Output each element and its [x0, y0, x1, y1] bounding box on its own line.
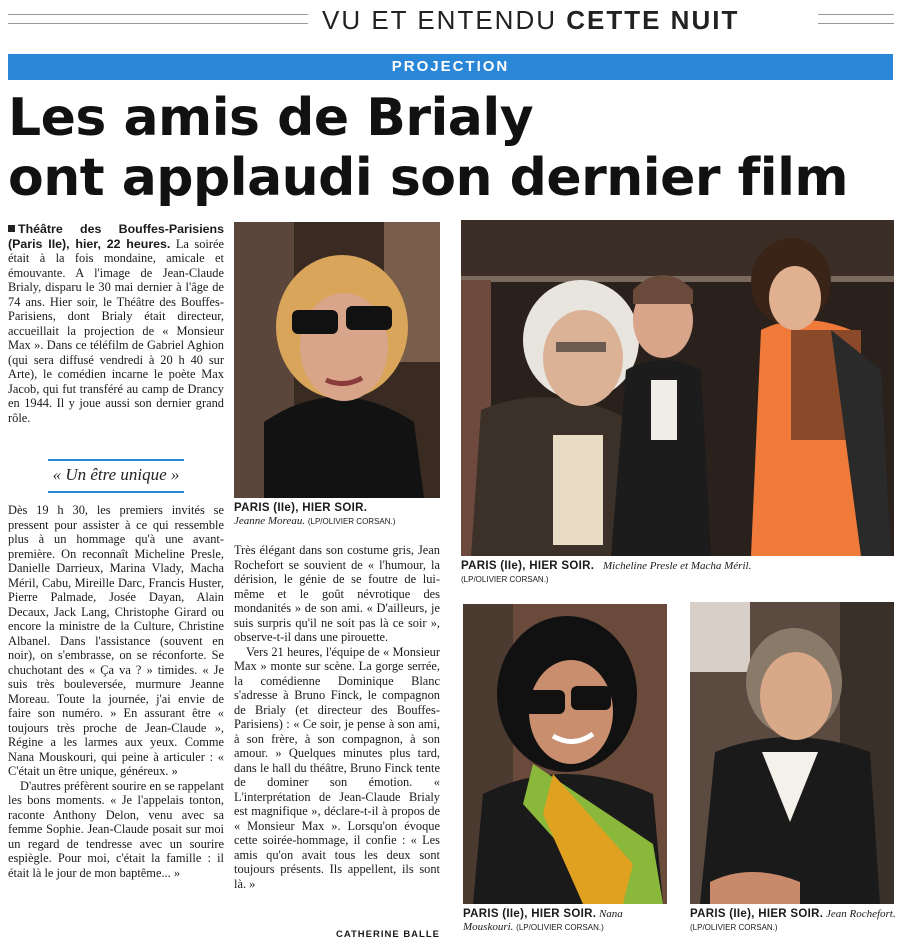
intertitle-text: « Un être unique »: [52, 465, 180, 484]
caption-2-location: PARIS (IIe), HIER SOIR.: [461, 560, 595, 572]
caption-1-credit: (LP/OLIVIER CORSAN.): [307, 517, 396, 526]
article-intro: [8, 222, 224, 425]
caption-3-credit: (LP/OLIVIER CORSAN.): [516, 923, 604, 932]
headline-line-1: Les amis de Brialy: [8, 88, 534, 148]
section-title-light: VU ET ENTENDU: [322, 5, 557, 35]
photo-nana-mouskouri: [463, 604, 667, 904]
article-lead: Théâtre des Bouffes-Parisiens (Paris IIe), hier, 22 heures.: [8, 222, 224, 251]
caption-1-subject: Jeanne Moreau.: [234, 515, 306, 527]
headline-line-2: ont applaudi son dernier film: [8, 148, 849, 208]
caption-2-credit: (LP/OLIVIER CORSAN.): [461, 575, 549, 584]
article-paragraph-3: D'autres préfèrent sourire en se rappelant les bons moments. « Je l'appelais tonton, raconte Anthony Delon, venu avec sa femme Sophie. Jean-Claude posait sur moi un regard de tendresse avec un sourire espiègle. Pour moi, c'était la famille : il était là le jour de mon baptême... »: [8, 778, 224, 880]
masthead-rule-left: [8, 14, 308, 24]
masthead: [0, 0, 900, 42]
article-column-1: [8, 222, 224, 425]
article-paragraph-1: La soirée était à la fois mondaine, amicale et émouvante. A l'image de Jean-Claude Brialy, disparu le 30 mai dernier à l'âge de 74 ans. Hier soir, le Théâtre des Bouffes-Parisiens, dont Brialy était directeur, accueillait la projection de « Monsieur Max ». Dans ce téléfilm de Gabriel Aghion (qui sera diffusé vendredi à 20 h 40 sur Arte), le comédien incarne le poète Max Jacob, qui fut transféré au camp de Drancy en 1944. Il y joue aussi son dernier grand rôle.: [8, 236, 224, 425]
caption-2: [461, 560, 894, 586]
intertitle-rule-bottom: [48, 491, 184, 493]
article-paragraph-4: Très élégant dans son costume gris, Jean Rochefort se souvient de « l'humour, la dérision, le génie de se foutre de lui-même et le goût névrotique des mondanités » de son ami. « D'ailleurs, je suis surpris qu'il ne soit pas là ce soir », observe-t-il dans une pirouette.: [234, 543, 440, 644]
headline: [8, 88, 893, 208]
photo-micheline-presle-macha-meril: [461, 220, 894, 556]
article-paragraph-2: Dès 19 h 30, les premiers invités se pressent pour assister à ce qui ressemble plus à un hommage qu'à une avant-première. On reconnaît Micheline Presle, Danielle Darrieux, Marina Vlady, Macha Méril, Cabu, Mireille Darc, Francis Huster, Pierre Palmade, Josée Dayan, Alain Decaux, Jack Lang, Christophe Girard ou encore la ministre de la Culture, Christine Albanel. Dans l'assistance (souvent en noir), on s'embrasse, on se réconforte. Se chuchotant des « Ça va ? » timides. « Je suis très bouleversée, murmure Jeanne Moreau. Toute la journée, j'ai envie de faire son numéro. » En assurant être « toujours très proche de Jean-Claude », Régine a les larmes aux yeux. Comme Nana Mouskouri, qui peine à articuler : « C'était un être unique, généreux. »: [8, 503, 224, 778]
article-column-2: [234, 543, 440, 891]
caption-3-location: PARIS (IIe), HIER SOIR.: [463, 908, 597, 920]
section-title: [322, 2, 739, 38]
byline: CATHERINE BALLE: [335, 929, 440, 940]
caption-4: [690, 908, 896, 934]
caption-3: [463, 908, 669, 934]
caption-4-location: PARIS (IIe), HIER SOIR.: [690, 908, 824, 920]
caption-4-credit: (LP/OLIVIER CORSAN.): [690, 923, 778, 932]
intertitle: [8, 457, 224, 493]
article-column-1-continued: [8, 503, 224, 943]
caption-4-subject: Jean Rochefort.: [825, 908, 896, 920]
photo-jean-rochefort: [690, 602, 894, 904]
intertitle-rule-top: [48, 459, 184, 461]
caption-3-subject: Nana Mouskouri.: [463, 908, 623, 933]
section-title-bold: CETTE NUIT: [566, 5, 740, 35]
rubric-banner: PROJECTION: [8, 54, 893, 80]
caption-2-subject: Micheline Presle et Macha Méril.: [602, 560, 752, 572]
photo-jeanne-moreau: [234, 222, 440, 498]
caption-1-location: PARIS (IIe), HIER SOIR.: [234, 502, 368, 514]
lead-square-icon: [8, 225, 15, 232]
article-paragraph-5: Vers 21 heures, l'équipe de « Monsieur Max » monte sur scène. La gorge serrée, la comédienne Dominique Blanc s'adresse à Bruno Finck, le compagnon de Brialy (et directeur des Bouffes-Parisiens) : « Ce soir, je pense à son ami, à son frère, à son compagnon, à son amour. » Quelques minutes plus tard, dans le hall du théâtre, Bruno Finck tente de dominer son émotion. « L'interprétation de Jean-Claude Brialy est magnifique », déclare-t-il à propos de « Monsieur Max ». Lorsqu'on évoque cette soirée-hommage, il confie : « Les amis qu'on avait tous les deux sont toujours présents. Ils appellent, ils sont là. »: [234, 644, 440, 891]
masthead-rule-right: [818, 14, 894, 24]
caption-1: [234, 502, 444, 528]
